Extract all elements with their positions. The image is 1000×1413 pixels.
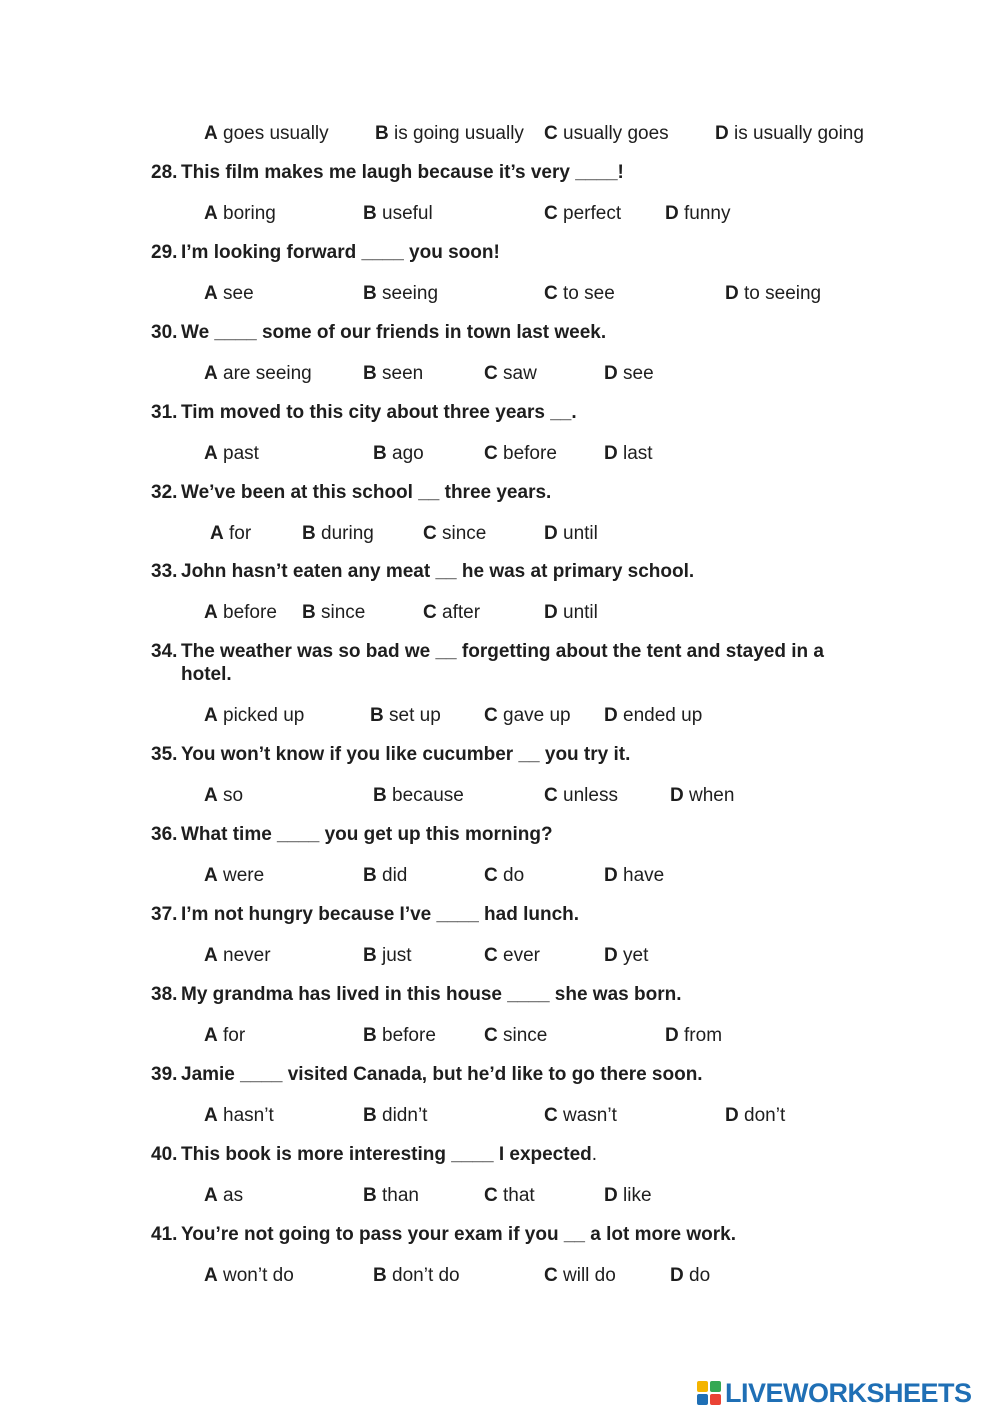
option-a[interactable] bbox=[204, 1264, 294, 1287]
option-c[interactable] bbox=[484, 704, 571, 727]
option-b[interactable] bbox=[363, 282, 438, 305]
option-text: saw bbox=[503, 363, 537, 384]
option-a[interactable] bbox=[210, 522, 251, 545]
option-letter: D bbox=[544, 523, 558, 544]
option-letter: B bbox=[363, 865, 377, 886]
question-number: 41. bbox=[151, 1224, 178, 1245]
liveworksheets-logo[interactable] bbox=[697, 1376, 972, 1410]
option-a[interactable] bbox=[204, 282, 254, 305]
option-text: before bbox=[223, 602, 277, 623]
option-c[interactable] bbox=[484, 1184, 535, 1207]
option-text: were bbox=[223, 865, 265, 886]
option-text: since bbox=[321, 602, 366, 623]
option-text: until bbox=[563, 602, 598, 623]
question-text: I’m looking forward ____ you soon! bbox=[181, 242, 500, 263]
logo-tile bbox=[697, 1381, 708, 1392]
option-c[interactable] bbox=[544, 202, 621, 225]
option-text: to seeing bbox=[744, 283, 822, 304]
question-number: 28. bbox=[151, 162, 178, 183]
option-letter: A bbox=[210, 523, 224, 544]
option-text: after bbox=[442, 602, 481, 623]
question-41 bbox=[151, 1223, 891, 1246]
option-text: boring bbox=[223, 203, 276, 224]
option-c[interactable] bbox=[423, 522, 486, 545]
option-b[interactable] bbox=[373, 1264, 460, 1287]
option-letter: D bbox=[725, 283, 739, 304]
question-38 bbox=[151, 983, 891, 1006]
option-letter: C bbox=[423, 523, 437, 544]
option-text: to see bbox=[563, 283, 615, 304]
option-text: set up bbox=[389, 705, 441, 726]
question-number: 40. bbox=[151, 1144, 178, 1165]
question-text: This book is more interesting ____ I expected bbox=[181, 1144, 592, 1165]
option-letter: C bbox=[544, 785, 558, 806]
option-letter: A bbox=[204, 283, 218, 304]
option-letter: B bbox=[363, 203, 377, 224]
option-d[interactable] bbox=[665, 1024, 722, 1047]
option-letter: A bbox=[204, 203, 218, 224]
option-a[interactable] bbox=[204, 784, 243, 807]
question-text: We ____ some of our friends in town last week. bbox=[181, 322, 607, 343]
option-letter: B bbox=[370, 705, 384, 726]
question-number: 37. bbox=[151, 904, 178, 925]
option-text: wasn’t bbox=[563, 1105, 617, 1126]
option-b[interactable] bbox=[373, 442, 424, 465]
option-letter: D bbox=[604, 443, 618, 464]
option-letter: C bbox=[544, 1105, 558, 1126]
option-text: useful bbox=[382, 203, 433, 224]
option-letter: D bbox=[604, 865, 618, 886]
option-text: see bbox=[223, 283, 254, 304]
option-text: for bbox=[223, 1025, 246, 1046]
option-letter: A bbox=[204, 1265, 218, 1286]
option-letter: A bbox=[204, 945, 218, 966]
option-b[interactable] bbox=[363, 1104, 427, 1127]
option-d[interactable] bbox=[670, 1264, 710, 1287]
option-letter: C bbox=[423, 602, 437, 623]
option-c[interactable] bbox=[484, 442, 557, 465]
option-d[interactable] bbox=[604, 442, 653, 465]
option-text: just bbox=[382, 945, 412, 966]
option-letter: B bbox=[373, 443, 387, 464]
option-text: will do bbox=[563, 1265, 616, 1286]
option-c[interactable] bbox=[484, 1024, 547, 1047]
option-text: ended up bbox=[623, 705, 703, 726]
option-letter: C bbox=[484, 705, 498, 726]
option-letter: A bbox=[204, 123, 218, 144]
option-text: ever bbox=[503, 945, 540, 966]
option-letter: C bbox=[544, 283, 558, 304]
option-text: funny bbox=[684, 203, 731, 224]
option-text: since bbox=[503, 1025, 548, 1046]
question-text: This film makes me laugh because it’s very ____! bbox=[181, 162, 624, 183]
question-number: 35. bbox=[151, 744, 178, 765]
option-a[interactable] bbox=[204, 704, 304, 727]
option-c[interactable] bbox=[544, 784, 618, 807]
option-a[interactable] bbox=[204, 1184, 243, 1207]
option-letter: C bbox=[484, 1185, 498, 1206]
question-30 bbox=[151, 321, 891, 344]
option-letter: D bbox=[604, 363, 618, 384]
option-b[interactable] bbox=[363, 362, 423, 385]
option-text: because bbox=[392, 785, 464, 806]
question-number: 32. bbox=[151, 482, 178, 503]
option-text: hasn’t bbox=[223, 1105, 274, 1126]
option-text: before bbox=[382, 1025, 436, 1046]
question-number: 31. bbox=[151, 402, 178, 423]
option-d[interactable] bbox=[544, 601, 598, 624]
option-d[interactable] bbox=[604, 864, 664, 887]
logo-tile bbox=[710, 1394, 721, 1405]
question-number: 33. bbox=[151, 561, 178, 582]
option-d[interactable] bbox=[604, 362, 654, 385]
option-b[interactable] bbox=[363, 1024, 436, 1047]
option-d[interactable] bbox=[604, 944, 648, 967]
question-text: Tim moved to this city about three years __. bbox=[181, 402, 577, 423]
option-letter: C bbox=[544, 203, 558, 224]
option-text: have bbox=[623, 865, 665, 886]
option-letter: D bbox=[665, 1025, 679, 1046]
option-text: unless bbox=[563, 785, 618, 806]
question-number: 36. bbox=[151, 824, 178, 845]
option-letter: B bbox=[363, 945, 377, 966]
option-text: that bbox=[503, 1185, 535, 1206]
question-text: You won’t know if you like cucumber __ you try it. bbox=[181, 744, 631, 765]
option-text: seen bbox=[382, 363, 424, 384]
option-text: yet bbox=[623, 945, 649, 966]
question-text: The weather was so bad we __ forgetting about the tent and stayed in a bbox=[181, 641, 824, 662]
option-text: is going usually bbox=[394, 123, 524, 144]
option-text: usually goes bbox=[563, 123, 669, 144]
option-text: last bbox=[623, 443, 653, 464]
option-letter: B bbox=[302, 523, 316, 544]
option-letter: B bbox=[363, 1105, 377, 1126]
question-29 bbox=[151, 241, 891, 264]
question-40 bbox=[151, 1143, 891, 1166]
option-c[interactable] bbox=[544, 1104, 617, 1127]
option-c[interactable] bbox=[544, 282, 615, 305]
option-letter: A bbox=[204, 785, 218, 806]
option-letter: C bbox=[484, 443, 498, 464]
question-39 bbox=[151, 1063, 891, 1086]
option-text: are seeing bbox=[223, 363, 312, 384]
option-letter: D bbox=[604, 1185, 618, 1206]
option-d[interactable] bbox=[544, 522, 598, 545]
option-text: as bbox=[223, 1185, 244, 1206]
option-letter: C bbox=[484, 865, 498, 886]
option-text: is usually going bbox=[734, 123, 864, 144]
question-text: My grandma has lived in this house ____ she was born. bbox=[181, 984, 682, 1005]
option-letter: D bbox=[544, 602, 558, 623]
option-letter: B bbox=[373, 1265, 387, 1286]
option-letter: C bbox=[544, 123, 558, 144]
option-text: gave up bbox=[503, 705, 571, 726]
option-letter: A bbox=[204, 363, 218, 384]
option-a[interactable] bbox=[204, 601, 277, 624]
option-b[interactable] bbox=[373, 784, 464, 807]
option-letter: D bbox=[604, 945, 618, 966]
option-letter: C bbox=[484, 945, 498, 966]
option-text: when bbox=[689, 785, 735, 806]
option-text: before bbox=[503, 443, 557, 464]
option-text: than bbox=[382, 1185, 419, 1206]
option-c[interactable] bbox=[423, 601, 480, 624]
option-text: perfect bbox=[563, 203, 622, 224]
option-letter: C bbox=[484, 1025, 498, 1046]
option-text: did bbox=[382, 865, 408, 886]
option-letter: A bbox=[204, 443, 218, 464]
option-b[interactable] bbox=[363, 202, 433, 225]
option-letter: A bbox=[204, 1025, 218, 1046]
question-text: I’m not hungry because I’ve ____ had lunch. bbox=[181, 904, 580, 925]
option-letter: B bbox=[363, 363, 377, 384]
question-number: 38. bbox=[151, 984, 178, 1005]
option-letter: A bbox=[204, 705, 218, 726]
question-text: We’ve been at this school __ three years. bbox=[181, 482, 552, 503]
question-text-continued: hotel. bbox=[181, 664, 232, 685]
option-c[interactable] bbox=[544, 122, 669, 145]
option-a[interactable] bbox=[204, 122, 329, 145]
option-text: from bbox=[684, 1025, 723, 1046]
question-number: 29. bbox=[151, 242, 178, 263]
option-text: until bbox=[563, 523, 598, 544]
option-text: never bbox=[223, 945, 271, 966]
option-letter: A bbox=[204, 865, 218, 886]
option-b[interactable] bbox=[370, 704, 441, 727]
option-text: so bbox=[223, 785, 244, 806]
option-letter: A bbox=[204, 1105, 218, 1126]
option-text: during bbox=[321, 523, 374, 544]
option-letter: B bbox=[302, 602, 316, 623]
option-letter: A bbox=[204, 602, 218, 623]
logo-tile bbox=[697, 1394, 708, 1405]
option-a[interactable] bbox=[204, 202, 276, 225]
option-a[interactable] bbox=[204, 944, 271, 967]
option-b[interactable] bbox=[375, 122, 524, 145]
question-tail: . bbox=[591, 1144, 598, 1165]
question-number: 39. bbox=[151, 1064, 178, 1085]
option-letter: B bbox=[363, 283, 377, 304]
question-32 bbox=[151, 481, 891, 504]
option-text: do bbox=[503, 865, 525, 886]
option-d[interactable] bbox=[665, 202, 731, 225]
option-letter: B bbox=[363, 1185, 377, 1206]
option-d[interactable] bbox=[604, 704, 702, 727]
question-35 bbox=[151, 743, 891, 766]
option-text: goes usually bbox=[223, 123, 329, 144]
question-text: What time ____ you get up this morning? bbox=[181, 824, 553, 845]
option-text: see bbox=[623, 363, 654, 384]
option-b[interactable] bbox=[363, 944, 412, 967]
option-letter: D bbox=[670, 785, 684, 806]
logo-tile bbox=[710, 1381, 721, 1392]
option-a[interactable] bbox=[204, 442, 259, 465]
option-letter: D bbox=[670, 1265, 684, 1286]
option-text: don’t bbox=[744, 1105, 786, 1126]
option-letter: D bbox=[725, 1105, 739, 1126]
logo-text: LIVEWORKSHEETS bbox=[725, 1377, 972, 1408]
question-36 bbox=[151, 823, 891, 846]
option-b[interactable] bbox=[363, 1184, 419, 1207]
question-text: Jamie ____ visited Canada, but he’d like to go there soon. bbox=[181, 1064, 703, 1085]
option-letter: A bbox=[204, 1185, 218, 1206]
option-letter: D bbox=[604, 705, 618, 726]
option-text: picked up bbox=[223, 705, 305, 726]
question-text: You’re not going to pass your exam if you __ a lot more work. bbox=[181, 1224, 736, 1245]
option-a[interactable] bbox=[204, 1104, 274, 1127]
logo-tiles-icon bbox=[697, 1381, 721, 1405]
option-letter: B bbox=[373, 785, 387, 806]
option-text: don’t do bbox=[392, 1265, 460, 1286]
option-b[interactable] bbox=[302, 601, 365, 624]
option-text: since bbox=[442, 523, 487, 544]
option-letter: C bbox=[544, 1265, 558, 1286]
option-d[interactable] bbox=[725, 282, 821, 305]
option-a[interactable] bbox=[204, 362, 312, 385]
option-text: won’t do bbox=[223, 1265, 294, 1286]
option-letter: B bbox=[363, 1025, 377, 1046]
option-c[interactable] bbox=[544, 1264, 616, 1287]
option-text: ago bbox=[392, 443, 424, 464]
question-number: 34. bbox=[151, 641, 178, 662]
option-d[interactable] bbox=[715, 122, 864, 145]
option-text: do bbox=[689, 1265, 711, 1286]
option-d[interactable] bbox=[604, 1184, 652, 1207]
question-text: John hasn’t eaten any meat __ he was at primary school. bbox=[181, 561, 695, 582]
option-letter: D bbox=[715, 123, 729, 144]
option-c[interactable] bbox=[484, 362, 537, 385]
question-37 bbox=[151, 903, 891, 926]
option-letter: B bbox=[375, 123, 389, 144]
option-text: past bbox=[223, 443, 259, 464]
option-text: didn’t bbox=[382, 1105, 428, 1126]
question-34 bbox=[151, 640, 891, 686]
question-number: 30. bbox=[151, 322, 178, 343]
option-a[interactable] bbox=[204, 1024, 245, 1047]
question-33 bbox=[151, 560, 891, 583]
option-b[interactable] bbox=[302, 522, 374, 545]
option-b[interactable] bbox=[363, 864, 407, 887]
option-text: for bbox=[229, 523, 252, 544]
option-letter: D bbox=[665, 203, 679, 224]
option-a[interactable] bbox=[204, 864, 264, 887]
option-d[interactable] bbox=[670, 784, 734, 807]
option-c[interactable] bbox=[484, 944, 540, 967]
question-31 bbox=[151, 401, 891, 424]
question-28 bbox=[151, 161, 891, 184]
option-letter: C bbox=[484, 363, 498, 384]
option-text: like bbox=[623, 1185, 652, 1206]
option-text: seeing bbox=[382, 283, 439, 304]
option-d[interactable] bbox=[725, 1104, 785, 1127]
option-c[interactable] bbox=[484, 864, 524, 887]
